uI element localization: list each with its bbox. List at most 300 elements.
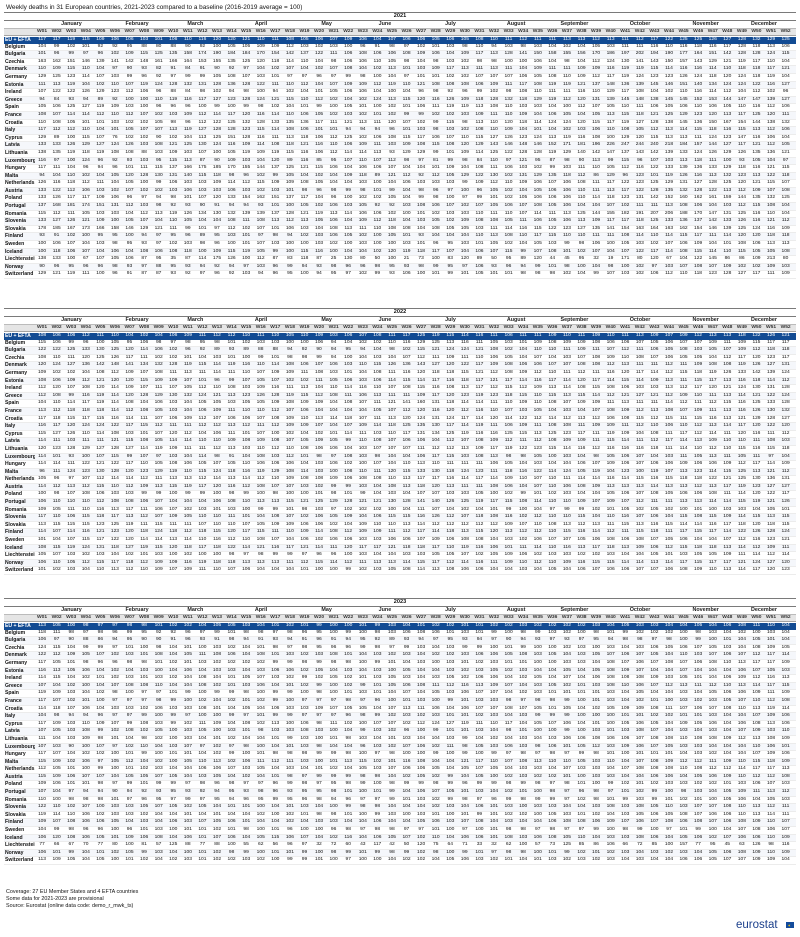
table-cell: 113 <box>677 484 691 491</box>
table-cell: 97 <box>195 630 209 637</box>
table-cell: 98 <box>108 264 122 271</box>
table-cell: 110 <box>93 567 107 574</box>
table-cell: 96 <box>312 552 326 559</box>
table-cell: 100 <box>283 698 297 705</box>
table-cell: 121 <box>385 173 399 180</box>
table-cell: 112 <box>749 652 763 659</box>
table-cell: 110 <box>79 507 93 514</box>
table-cell: 107 <box>137 218 151 225</box>
table-cell: 112 <box>487 522 501 529</box>
table-cell: 101 <box>662 552 676 559</box>
table-cell: 116 <box>210 537 224 544</box>
table-cell: 120 <box>414 97 428 104</box>
table-cell: 114 <box>662 400 676 407</box>
table-cell: 98 <box>545 271 559 278</box>
table-cell: 125 <box>662 112 676 119</box>
table-cell: 98 <box>370 645 384 652</box>
table-cell: 101 <box>443 630 457 637</box>
table-cell: 102 <box>574 797 588 804</box>
table-cell: 114 <box>210 362 224 369</box>
table-cell: 107 <box>487 706 501 713</box>
table-cell: 103 <box>677 552 691 559</box>
table-cell: 90 <box>137 637 151 644</box>
table-cell: 117 <box>677 431 691 438</box>
row-label: Slovenia <box>5 804 35 811</box>
table-cell: 130 <box>210 211 224 218</box>
table-cell: 119 <box>181 362 195 369</box>
table-cell: 108 <box>633 728 647 735</box>
table-cell: 108 <box>633 355 647 362</box>
table-cell: 103 <box>560 408 574 415</box>
table-cell: 104 <box>312 804 326 811</box>
table-cell: 102 <box>472 713 486 720</box>
table-cell: 103 <box>502 537 516 544</box>
table-cell: 99 <box>604 781 618 788</box>
table-cell: 109 <box>210 180 224 187</box>
table-cell: 100 <box>341 355 355 362</box>
table-cell: 108 <box>312 476 326 483</box>
row-label: Hungary <box>5 751 35 758</box>
table-cell: 113 <box>604 484 618 491</box>
table-cell: 105 <box>210 774 224 781</box>
table-cell: 112 <box>487 385 501 392</box>
table-cell: 107 <box>166 567 180 574</box>
table-cell: 107 <box>122 82 136 89</box>
table-cell: 124 <box>749 226 763 233</box>
table-cell: 125 <box>487 150 501 157</box>
table-cell: 100 <box>93 698 107 705</box>
table-cell: 113 <box>560 37 574 44</box>
table-cell: 107 <box>633 668 647 675</box>
table-cell: 115 <box>50 645 64 652</box>
month-header: June <box>356 607 414 614</box>
table-cell: 96 <box>574 789 588 796</box>
table-cell: 102 <box>400 721 414 728</box>
table-cell: 108 <box>604 675 618 682</box>
table-cell: 107 <box>647 728 661 735</box>
table-cell: 125 <box>545 431 559 438</box>
table-cell: 99 <box>64 51 78 58</box>
table-cell: 128 <box>647 188 661 195</box>
table-cell: 102 <box>268 66 282 73</box>
table-cell: 104 <box>691 728 705 735</box>
table-cell: 106 <box>647 774 661 781</box>
table-cell: 108 <box>662 408 676 415</box>
table-cell: 104 <box>779 630 793 637</box>
table-cell: 107 <box>312 423 326 430</box>
table-cell: 115 <box>502 385 516 392</box>
table-cell: 104 <box>487 789 501 796</box>
table-cell: 108 <box>516 759 530 766</box>
table-cell: 112 <box>691 484 705 491</box>
table-cell: 115 <box>137 378 151 385</box>
table-cell: 116 <box>225 484 239 491</box>
table-cell: 109 <box>312 333 326 340</box>
table-cell: 101 <box>458 713 472 720</box>
week-header: W35 <box>531 615 545 621</box>
table-cell: 121 <box>458 759 472 766</box>
table-cell: 116 <box>677 66 691 73</box>
table-cell: 112 <box>137 514 151 521</box>
table-cell: 100 <box>254 690 268 697</box>
table-cell: 102 <box>166 660 180 667</box>
table-cell: 100 <box>677 630 691 637</box>
table-cell: 103 <box>122 431 136 438</box>
table-cell: 107 <box>268 537 282 544</box>
table-cell: 108 <box>487 104 501 111</box>
table-cell: 108 <box>341 469 355 476</box>
table-cell: 107 <box>254 226 268 233</box>
month-header: November <box>677 21 735 28</box>
table-cell: 109 <box>502 476 516 483</box>
table-cell: 106 <box>341 333 355 340</box>
table-cell: 103 <box>108 706 122 713</box>
table-cell: 102 <box>472 660 486 667</box>
table-cell: 125 <box>749 112 763 119</box>
table-cell: 80 <box>633 256 647 263</box>
table-cell: 106 <box>618 340 632 347</box>
table-cell: 105 <box>560 706 574 713</box>
table-cell: 113 <box>472 104 486 111</box>
table-cell: 125 <box>400 423 414 430</box>
table-cell: 102 <box>677 797 691 804</box>
table-cell: 101 <box>79 781 93 788</box>
table-cell: 99 <box>341 484 355 491</box>
table-cell: 118 <box>297 135 311 142</box>
table-cell: 126 <box>181 211 195 218</box>
table-cell: 102 <box>225 660 239 667</box>
table-cell: 110 <box>545 370 559 377</box>
table-cell: 118 <box>443 370 457 377</box>
table-cell: 113 <box>341 226 355 233</box>
table-cell: 112 <box>589 446 603 453</box>
table-cell: 170 <box>225 165 239 172</box>
table-cell: 96 <box>93 660 107 667</box>
table-cell: 113 <box>472 120 486 127</box>
table-cell: 124 <box>79 423 93 430</box>
table-cell: 104 <box>618 645 632 652</box>
table-cell: 108 <box>225 385 239 392</box>
table-cell: 102 <box>633 507 647 514</box>
table-cell: 108 <box>574 362 588 369</box>
table-cell: 105 <box>502 218 516 225</box>
table-cell: 105 <box>604 491 618 498</box>
table-cell: 89 <box>239 347 253 354</box>
table-cell: 114 <box>108 400 122 407</box>
table-cell: 104 <box>779 74 793 81</box>
table-cell: 111 <box>385 529 399 536</box>
table-cell: 93 <box>64 97 78 104</box>
table-cell: 109 <box>35 781 49 788</box>
table-cell: 114 <box>720 529 734 536</box>
table-cell: 98 <box>429 781 443 788</box>
table-cell: 112 <box>516 37 530 44</box>
table-cell: 108 <box>254 454 268 461</box>
table-cell: 110 <box>604 514 618 521</box>
table-cell: 102 <box>370 507 384 514</box>
table-cell: 117 <box>487 499 501 506</box>
table-cell: 100 <box>79 233 93 240</box>
table-cell: 107 <box>385 385 399 392</box>
table-cell: 117 <box>720 522 734 529</box>
table-cell: 99 <box>254 355 268 362</box>
table-cell: 120 <box>79 355 93 362</box>
table-cell: 94 <box>283 637 297 644</box>
table-cell: 166 <box>93 226 107 233</box>
table-cell: 99 <box>472 195 486 202</box>
table-cell: 116 <box>735 378 749 385</box>
table-cell: 132 <box>181 393 195 400</box>
table-cell: 92 <box>195 44 209 51</box>
table-cell: 104 <box>93 706 107 713</box>
table-cell: 102 <box>400 774 414 781</box>
table-cell: 99 <box>137 491 151 498</box>
table-cell: 119 <box>458 721 472 728</box>
table-row <box>4 721 796 729</box>
table-cell: 107 <box>385 408 399 415</box>
table-cell: 109 <box>502 552 516 559</box>
table-cell: 108 <box>531 82 545 89</box>
table-cell: 92 <box>166 203 180 210</box>
week-header: W44 <box>662 615 676 621</box>
table-cell: 106 <box>166 416 180 423</box>
table-cell: 106 <box>283 461 297 468</box>
table-cell: 102 <box>341 721 355 728</box>
table-cell: 104 <box>400 789 414 796</box>
week-header: W04 <box>79 325 93 331</box>
table-cell: 108 <box>633 537 647 544</box>
row-label: France <box>5 408 35 415</box>
table-cell: 109 <box>764 645 778 652</box>
table-cell: 106 <box>560 218 574 225</box>
table-cell: 100 <box>35 249 49 256</box>
table-cell: 101 <box>268 623 282 630</box>
table-cell: 114 <box>429 529 443 536</box>
table-cell: 117 <box>691 385 705 392</box>
table-cell: 133 <box>50 142 64 149</box>
table-cell: 114 <box>370 423 384 430</box>
table-cell: 95 <box>166 264 180 271</box>
table-cell: 113 <box>108 567 122 574</box>
table-cell: 109 <box>210 721 224 728</box>
table-cell: 119 <box>152 446 166 453</box>
week-header: W19 <box>297 325 311 331</box>
table-cell: 105 <box>35 104 49 111</box>
table-cell: 107 <box>210 416 224 423</box>
table-cell: 124 <box>210 142 224 149</box>
table-cell: 103 <box>64 721 78 728</box>
table-cell: 110 <box>35 797 49 804</box>
table-cell: 98 <box>254 630 268 637</box>
week-header: W31 <box>472 615 486 621</box>
table-cell: 110 <box>779 728 793 735</box>
table-cell: 122 <box>108 537 122 544</box>
table-cell: 98 <box>356 713 370 720</box>
table-cell: 103 <box>283 652 297 659</box>
table-cell: 115 <box>79 135 93 142</box>
table-cell: 113 <box>225 446 239 453</box>
table-cell: 106 <box>108 195 122 202</box>
table-cell: 98 <box>618 637 632 644</box>
table-cell: 113 <box>706 454 720 461</box>
table-cell: 101 <box>691 507 705 514</box>
table-cell: 98 <box>341 751 355 758</box>
week-header: W32 <box>487 325 501 331</box>
table-cell: 106 <box>50 104 64 111</box>
table-cell: 133 <box>79 347 93 354</box>
table-cell: 108 <box>472 537 486 544</box>
table-cell: 113 <box>677 683 691 690</box>
table-cell: 128 <box>735 37 749 44</box>
table-cell: 106 <box>414 104 428 111</box>
table-cell: 107 <box>108 683 122 690</box>
table-cell: 122 <box>633 188 647 195</box>
week-header: W39 <box>589 615 603 621</box>
table-cell: 102 <box>152 355 166 362</box>
table-cell: 107 <box>400 120 414 127</box>
week-header-row <box>4 615 796 622</box>
table-cell: 94 <box>79 789 93 796</box>
table-cell: 109 <box>633 545 647 552</box>
table-cell: 108 <box>93 370 107 377</box>
table-cell: 118 <box>79 408 93 415</box>
week-header: W32 <box>487 615 501 621</box>
table-cell: 107 <box>35 683 49 690</box>
table-cell: 110 <box>691 393 705 400</box>
table-cell: 103 <box>560 454 574 461</box>
table-cell: 143 <box>414 362 428 369</box>
table-cell: 96 <box>239 797 253 804</box>
table-cell: 112 <box>370 82 384 89</box>
table-cell: 104 <box>589 514 603 521</box>
table-cell: 128 <box>254 120 268 127</box>
table-cell: 109 <box>64 378 78 385</box>
table-cell: 107 <box>545 362 559 369</box>
table-cell: 93 <box>283 789 297 796</box>
table-cell: 103 <box>633 645 647 652</box>
table-cell: 145 <box>618 97 632 104</box>
table-cell: 98 <box>589 789 603 796</box>
table-cell: 102 <box>385 112 399 119</box>
table-cell: 114 <box>662 249 676 256</box>
table-cell: 104 <box>560 804 574 811</box>
table-cell: 133 <box>35 218 49 225</box>
table-cell: 115 <box>93 484 107 491</box>
table-cell: 115 <box>283 97 297 104</box>
table-cell: 106 <box>662 423 676 430</box>
table-cell: 97 <box>108 698 122 705</box>
table-cell: 117 <box>677 529 691 536</box>
month-header: June <box>356 21 414 28</box>
table-cell: 100 <box>64 256 78 263</box>
table-cell: 119 <box>385 82 399 89</box>
row-label: Italy <box>5 127 35 134</box>
table-cell: 120 <box>64 423 78 430</box>
table-cell: 106 <box>589 241 603 248</box>
table-cell: 113 <box>181 370 195 377</box>
table-cell: 103 <box>356 552 370 559</box>
table-cell: 103 <box>531 104 545 111</box>
table-row <box>4 264 796 272</box>
table-cell: 103 <box>181 241 195 248</box>
table-cell: 130 <box>93 347 107 354</box>
table-cell: 107 <box>531 249 545 256</box>
table-cell: 112 <box>618 165 632 172</box>
table-cell: 112 <box>574 522 588 529</box>
table-cell: 108 <box>327 226 341 233</box>
table-cell: 131 <box>93 545 107 552</box>
table-cell: 121 <box>720 385 734 392</box>
table-row <box>4 484 796 492</box>
table-cell: 98 <box>662 637 676 644</box>
table-cell: 102 <box>312 203 326 210</box>
table-cell: 110 <box>283 529 297 536</box>
table-cell: 108 <box>429 82 443 89</box>
table-cell: 118 <box>691 370 705 377</box>
table-cell: 106 <box>400 180 414 187</box>
table-cell: 102 <box>108 51 122 58</box>
table-cell: 106 <box>370 211 384 218</box>
table-cell: 107 <box>545 537 559 544</box>
table-cell: 115 <box>502 249 516 256</box>
table-cell: 97 <box>166 797 180 804</box>
table-cell: 107 <box>254 370 268 377</box>
table-cell: 116 <box>618 514 632 521</box>
table-cell: 111 <box>195 652 209 659</box>
table-cell: 115 <box>691 560 705 567</box>
table-cell: 116 <box>254 135 268 142</box>
table-cell: 116 <box>647 522 661 529</box>
table-cell: 111 <box>516 218 530 225</box>
table-cell: 97 <box>472 797 486 804</box>
table-cell: 112 <box>764 142 778 149</box>
table-cell: 132 <box>779 120 793 127</box>
table-cell: 103 <box>327 44 341 51</box>
table-cell: 109 <box>502 560 516 567</box>
table-cell: 116 <box>472 333 486 340</box>
table-cell: 103 <box>64 567 78 574</box>
table-cell: 105 <box>458 37 472 44</box>
table-cell: 105 <box>633 690 647 697</box>
table-row <box>4 706 796 714</box>
table-cell: 102 <box>516 675 530 682</box>
table-cell: 120 <box>531 256 545 263</box>
table-cell: 134 <box>706 82 720 89</box>
table-cell: 131 <box>429 400 443 407</box>
table-cell: 97 <box>268 630 282 637</box>
table-row <box>4 423 796 431</box>
table-row <box>4 362 796 370</box>
table-cell: 106 <box>764 744 778 751</box>
table-cell: 106 <box>647 347 661 354</box>
table-cell: 105 <box>356 706 370 713</box>
table-cell: 112 <box>297 82 311 89</box>
table-cell: 104 <box>283 104 297 111</box>
table-cell: 184 <box>239 51 253 58</box>
week-header: W20 <box>312 615 326 621</box>
table-cell: 104 <box>181 675 195 682</box>
table-cell: 114 <box>706 249 720 256</box>
table-cell: 120 <box>443 362 457 369</box>
table-cell: 128 <box>283 211 297 218</box>
table-cell: 125 <box>152 51 166 58</box>
table-cell: 118 <box>604 545 618 552</box>
week-header: W50 <box>749 325 763 331</box>
table-cell: 106 <box>779 713 793 720</box>
table-cell: 98 <box>137 736 151 743</box>
table-cell: 113 <box>152 211 166 218</box>
table-cell: 110 <box>370 522 384 529</box>
